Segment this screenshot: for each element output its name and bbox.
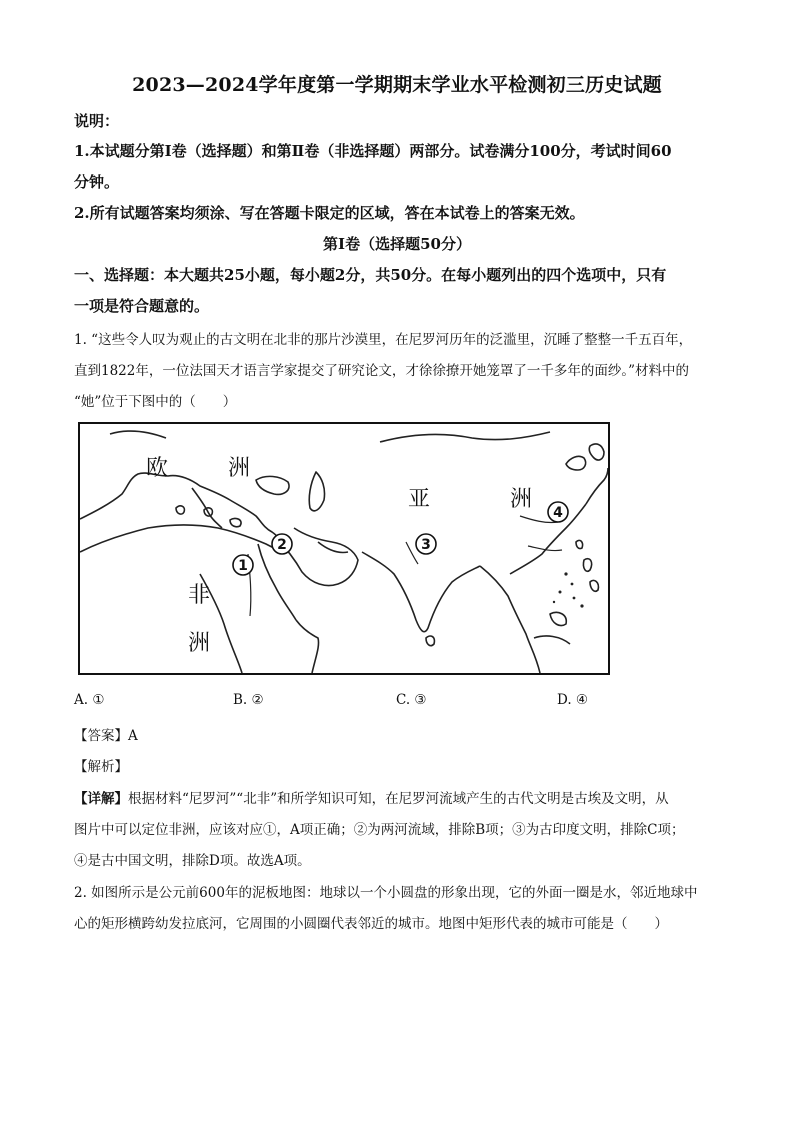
- detail-line-1: [74, 787, 724, 807]
- map-label-asia-2: 洲: [510, 487, 533, 512]
- option-b: B. ②: [233, 692, 264, 708]
- option-a: A. ①: [74, 692, 105, 708]
- marker-1: 1: [238, 558, 248, 574]
- map-label-africa-1: 非: [188, 583, 211, 608]
- marker-4: 4: [553, 505, 563, 521]
- instruction-a: 一、选择题：本大题共25小题，每小题2分，共50分。在每小题列出的四个选项中，只有: [74, 266, 667, 284]
- detail-label: 【详解】: [74, 791, 128, 807]
- marker-2: 2: [277, 537, 287, 553]
- q1-line-3: “她”位于下图中的（ ）: [74, 394, 237, 410]
- q1-line-1: 1. “这些令人叹为观止的古文明在北非的那片沙漠里，在尼罗河历年的泛滥里，沉睡了整整一千五百年，: [74, 332, 693, 348]
- detail-line-2: 图片中可以定位非洲，应该对应①，A项正确；②为两河流域，排除B项；③为古印度文明，排除C项；: [74, 822, 685, 838]
- map-drawing: [80, 424, 608, 673]
- map-label-africa-2: 洲: [188, 631, 211, 656]
- detail-line-3: ④是古中国文明，排除D项。故选A项。: [74, 853, 311, 869]
- answer: 【答案】A: [74, 728, 138, 744]
- map-label-asia-1: 亚: [408, 487, 431, 512]
- note-1b: 分钟。: [74, 173, 120, 191]
- page-title: 2023—2024学年度第一学期期末学业水平检测初三历史试题: [132, 74, 662, 96]
- q1-line-2: 直到1822年，一位法国天才语言学家提交了研究论文，才徐徐撩开她笼罩了一千多年的面纱。”材料中的: [74, 363, 690, 379]
- section-heading: 第Ⅰ卷（选择题50分）: [323, 235, 471, 253]
- map-label-europe-2: 洲: [228, 456, 251, 481]
- marker-3: 3: [421, 537, 431, 553]
- q2-line-1: 2. 如图所示是公元前600年的泥板地图：地球以一个小圆盘的形象出现，它的外面一圈是水，邻近地球中: [74, 885, 698, 901]
- note-label: 说明：: [74, 112, 120, 130]
- q2-line-2: 心的矩形横跨幼发拉底河，它周围的小圆圈代表邻近的城市。地图中矩形代表的城市可能是（ ）: [74, 916, 668, 932]
- note-1a: 1.本试题分第Ⅰ卷（选择题）和第Ⅱ卷（非选择题）两部分。试卷满分100分，考试时间60: [74, 142, 672, 160]
- option-d: D. ④: [557, 692, 589, 708]
- world-map-figure: [78, 422, 610, 675]
- option-c: C. ③: [396, 692, 427, 708]
- instruction-b: 一项是符合题意的。: [74, 297, 210, 315]
- map-label-europe-1: 欧: [146, 456, 169, 481]
- detail-text-1: 根据材料“尼罗河”“北非”和所学知识可知，在尼罗河流域产生的古代文明是古埃及文明，从: [128, 791, 669, 807]
- analysis-label: 【解析】: [74, 759, 128, 775]
- note-2: 2.所有试题答案均须涂、写在答题卡限定的区域，答在本试卷上的答案无效。: [74, 204, 585, 222]
